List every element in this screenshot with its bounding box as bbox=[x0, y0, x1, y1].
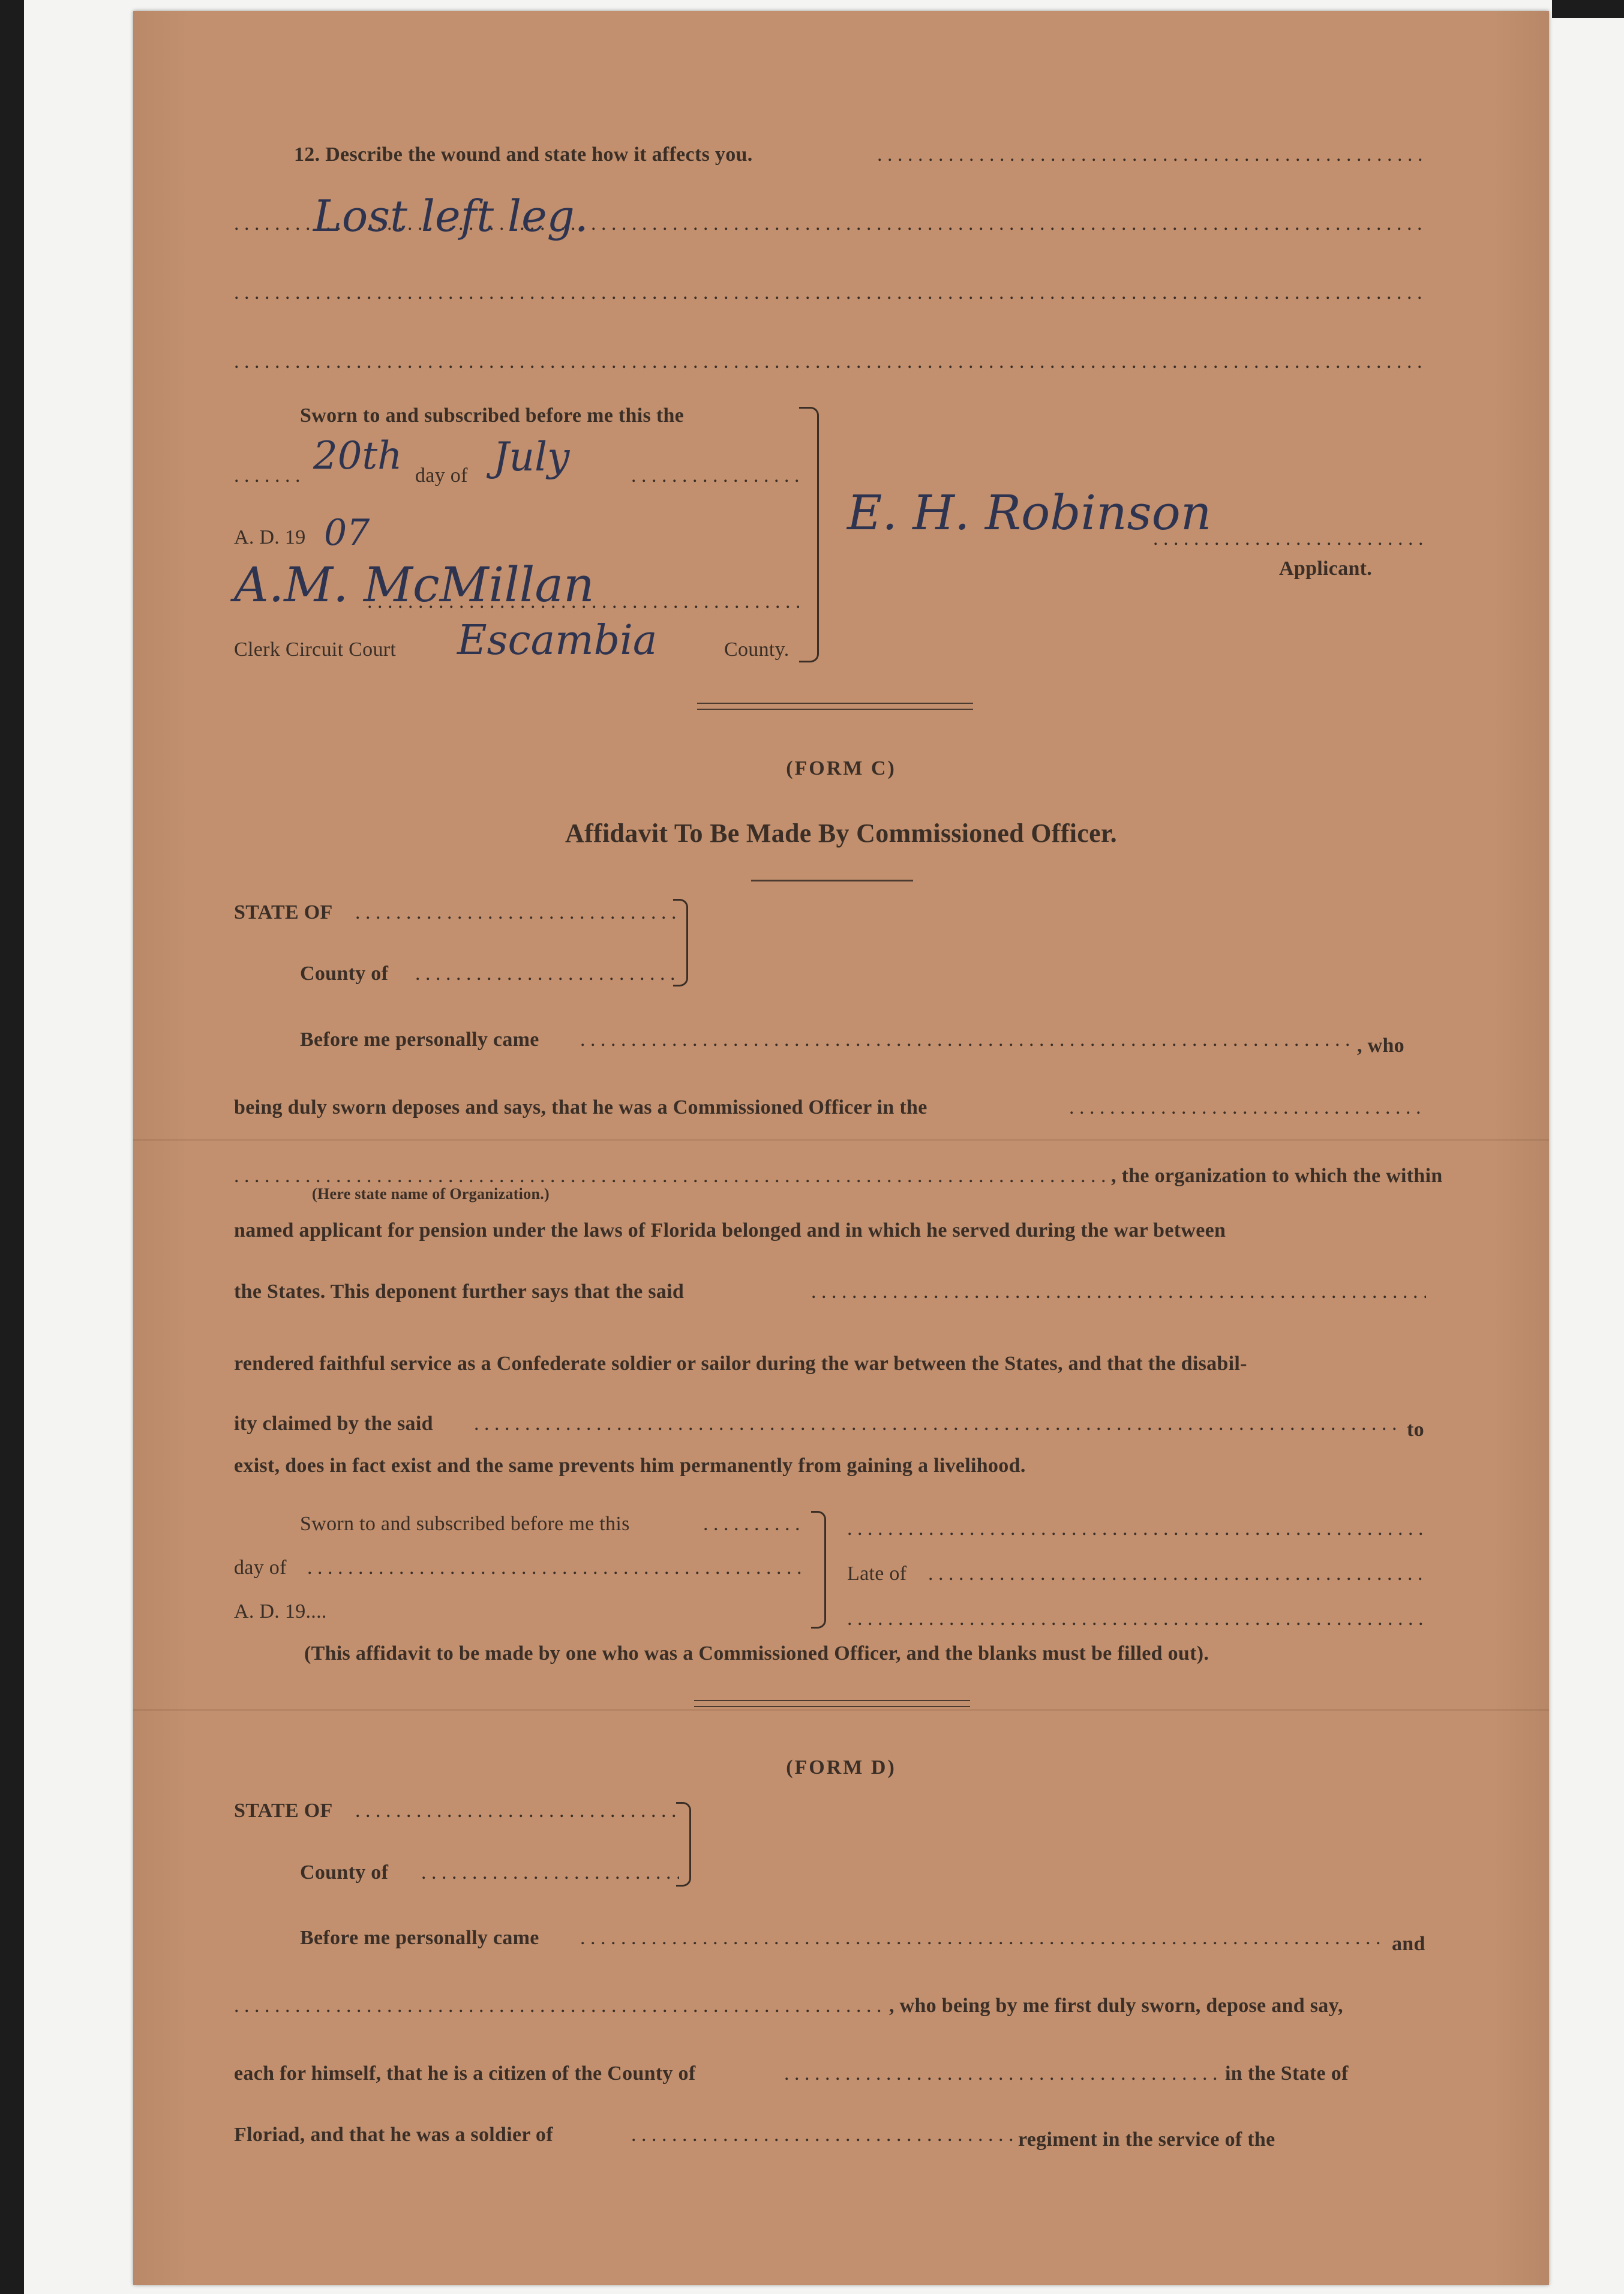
applicant-signature-line bbox=[1153, 527, 1426, 551]
dotted-leader bbox=[877, 143, 1426, 167]
dotted-leader bbox=[631, 2123, 1015, 2147]
form-c-line-1a: Before me personally came bbox=[300, 1028, 539, 1051]
dotted-leader bbox=[928, 1562, 1426, 1586]
paper-fold bbox=[133, 1139, 1549, 1141]
bracket bbox=[799, 407, 819, 662]
form-d-line-4a: Floriad, and that he was a soldier of bbox=[234, 2124, 553, 2146]
form-c-line-2: being duly sworn deposes and says, that he was a Commissioned Officer in the bbox=[234, 1096, 927, 1118]
form-d-line-2b: , who being by me first duly sworn, depose and say, bbox=[889, 1995, 1343, 2017]
dotted-leader bbox=[703, 1512, 805, 1536]
bracket bbox=[811, 1511, 826, 1629]
dotted-leader bbox=[474, 1412, 1398, 1436]
dotted-leader bbox=[580, 1028, 1354, 1052]
state-of-label: STATE OF bbox=[234, 901, 333, 923]
dotted-leader bbox=[355, 901, 679, 925]
form-c-label: (FORM C) bbox=[786, 757, 896, 779]
answer-line-2 bbox=[234, 281, 1428, 305]
scan-border-top-right bbox=[1552, 0, 1624, 18]
dotted-leader bbox=[415, 962, 679, 986]
form-c-line-7b: to bbox=[1407, 1419, 1424, 1441]
form-d-line-4b: regiment in the service of the bbox=[1018, 2128, 1275, 2151]
applicant-label: Applicant. bbox=[1279, 557, 1373, 580]
dotted-leader bbox=[811, 1280, 1426, 1304]
section-divider bbox=[694, 1700, 970, 1707]
dotted-leader bbox=[631, 464, 805, 488]
form-c-line-3b: , the organization to which the within bbox=[1111, 1165, 1443, 1187]
sworn-label: Sworn to and subscribed before me this the bbox=[300, 404, 685, 427]
county-handwriting: Escambia bbox=[457, 617, 658, 664]
dotted-leader bbox=[421, 1861, 679, 1885]
late-of-label: Late of bbox=[847, 1563, 907, 1585]
form-d-label: (FORM D) bbox=[786, 1756, 896, 1779]
paper-fold bbox=[133, 1709, 1549, 1711]
year-handwriting: 07 bbox=[324, 512, 370, 554]
clerk-circuit-court-label: Clerk Circuit Court bbox=[234, 638, 397, 661]
organization-note: (Here state name of Organization.) bbox=[312, 1185, 550, 1203]
month-handwriting: July bbox=[493, 434, 570, 480]
clerk-signature: A.M. McMillan bbox=[234, 557, 595, 613]
signature-line bbox=[847, 1607, 1426, 1631]
form-c-line-4: named applicant for pension under the laws of Florida belonged and in which he served during the war between bbox=[234, 1219, 1226, 1242]
form-c-line-1b: , who bbox=[1357, 1034, 1404, 1057]
form-c-title: Affidavit To Be Made By Commissioned Officer. bbox=[565, 818, 1117, 848]
signature-line bbox=[847, 1517, 1426, 1541]
title-underline bbox=[751, 880, 913, 881]
form-c-jurat-3: A. D. 19.... bbox=[234, 1600, 327, 1623]
form-d-line-1b: and bbox=[1392, 1933, 1425, 1955]
dotted-leader bbox=[234, 464, 306, 488]
document-page bbox=[133, 11, 1549, 2285]
wound-answer-handwriting: Lost left leg. bbox=[313, 191, 589, 241]
form-d-state-of-label: STATE OF bbox=[234, 1800, 333, 1822]
form-d-line-3a: each for himself, that he is a citizen of the County of bbox=[234, 2062, 696, 2085]
dotted-leader bbox=[1069, 1096, 1426, 1120]
question-12-label: 12. Describe the wound and state how it affects you. bbox=[294, 143, 753, 166]
form-d-line-3b: in the State of bbox=[1225, 2062, 1349, 2085]
ad-label: A. D. 19 bbox=[234, 526, 306, 548]
form-c-line-6: rendered faithful service as a Confederate soldier or sailor during the war between the States, and that the disabil- bbox=[234, 1353, 1247, 1375]
county-label: County. bbox=[724, 638, 790, 661]
form-c-jurat-2: day of bbox=[234, 1557, 287, 1579]
form-c-note: (This affidavit to be made by one who was a Commissioned Officer, and the blanks must be filled out). bbox=[304, 1642, 1209, 1665]
dotted-leader bbox=[784, 2062, 1219, 2086]
form-d-line-1a: Before me personally came bbox=[300, 1927, 539, 1949]
form-d-county-of-label: County of bbox=[300, 1861, 389, 1884]
day-handwriting: 20th bbox=[313, 434, 403, 478]
section-divider bbox=[697, 703, 973, 710]
county-of-label: County of bbox=[300, 962, 389, 985]
dotted-leader bbox=[580, 1926, 1384, 1950]
form-c-line-8: exist, does in fact exist and the same prevents him permanently from gaining a livelihood. bbox=[234, 1455, 1026, 1477]
dotted-leader bbox=[307, 1556, 805, 1580]
day-of-label: day of bbox=[415, 464, 468, 487]
applicant-signature: E. H. Robinson bbox=[847, 485, 1212, 541]
bracket bbox=[676, 1802, 691, 1887]
scan-border-left bbox=[0, 0, 24, 2294]
form-c-jurat-1: Sworn to and subscribed before me this bbox=[300, 1513, 630, 1535]
form-c-line-5: the States. This deponent further says that the said bbox=[234, 1281, 685, 1303]
dotted-leader bbox=[355, 1799, 679, 1823]
bracket bbox=[673, 899, 688, 986]
dotted-leader bbox=[234, 1994, 888, 2018]
form-c-line-7a: ity claimed by the said bbox=[234, 1413, 433, 1435]
answer-line-3 bbox=[234, 350, 1428, 374]
